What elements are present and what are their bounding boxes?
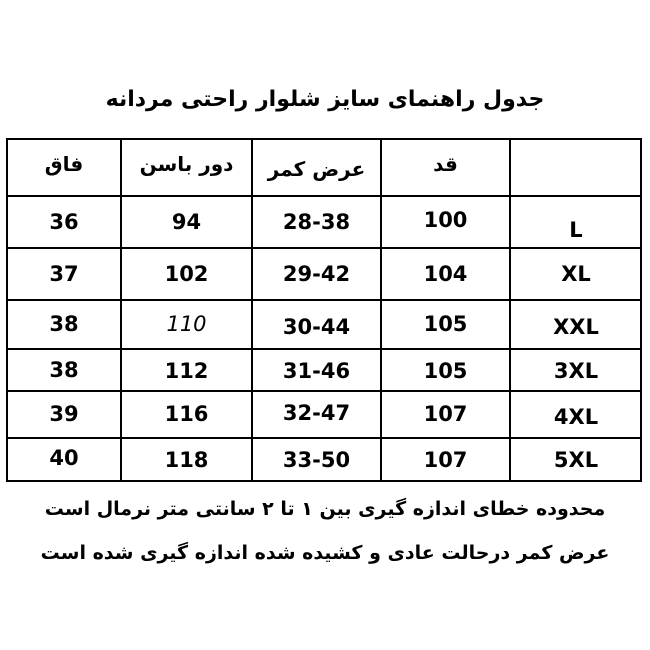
cell-rise: 38 — [49, 312, 79, 336]
cell-rise: 39 — [49, 402, 79, 426]
cell-waist: 29-42 — [282, 261, 351, 286]
cell-rise: 36 — [49, 209, 79, 234]
header-waist-width: عرض کمر — [267, 157, 366, 181]
cell-size: L — [569, 217, 583, 242]
cell-size: XXL — [553, 315, 599, 339]
cell-hip: 102 — [164, 261, 209, 286]
cell-rise: 40 — [49, 445, 79, 470]
header-size-empty — [511, 140, 641, 195]
size-table — [6, 138, 642, 482]
header-height: قد — [433, 152, 458, 176]
cell-height: 100 — [423, 207, 468, 232]
cell-hip: 112 — [164, 358, 209, 383]
cell-hip: 118 — [164, 448, 209, 472]
cell-waist: 31-46 — [282, 358, 351, 383]
cell-waist: 30-44 — [282, 314, 351, 339]
cell-size: 5XL — [553, 448, 599, 472]
header-hip-circumference: دور باسن — [139, 152, 234, 176]
cell-height: 105 — [423, 312, 468, 336]
cell-waist: 32-47 — [282, 400, 351, 425]
header-rise: فاق — [44, 152, 84, 176]
measurement-error-note: محدوده خطای اندازه گیری بین ۱ تا ۲ سانتی متر نرمال است — [44, 498, 606, 520]
page-title: جدول راهنمای سایز شلوار راحتی مردانه — [105, 87, 545, 112]
cell-height: 107 — [423, 448, 468, 472]
cell-height: 104 — [423, 261, 468, 286]
cell-rise: 37 — [49, 261, 79, 286]
cell-height: 107 — [423, 402, 468, 426]
cell-waist: 33-50 — [282, 448, 351, 472]
cell-waist: 28-38 — [282, 209, 351, 234]
waist-measurement-note: عرض کمر درحالت عادی و کشیده شده اندازه گیری شده است — [40, 542, 610, 564]
cell-size: 3XL — [553, 358, 599, 383]
cell-height: 105 — [423, 358, 468, 383]
cell-size: XL — [561, 261, 591, 286]
cell-size: 4XL — [553, 404, 599, 429]
cell-hip: 110 — [166, 312, 207, 336]
cell-hip: 116 — [164, 402, 209, 426]
cell-hip: 94 — [171, 209, 202, 234]
cell-rise: 38 — [49, 357, 79, 382]
